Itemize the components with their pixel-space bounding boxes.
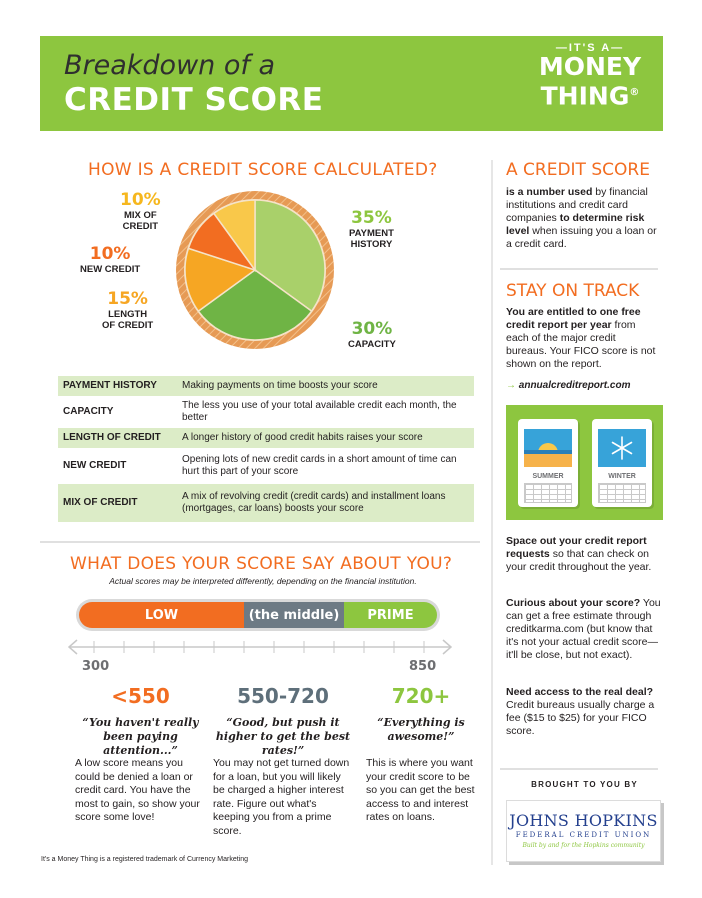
annual-credit-report-link[interactable]: → annualcreditreport.com [506,380,631,391]
logo-line1: MONEY [538,52,642,81]
logo-reg: ® [629,87,640,98]
scale-prime: PRIME [344,602,437,628]
summer-icon [524,429,572,467]
table-row [58,428,474,448]
axis-max: 850 [409,659,437,674]
table-row [58,484,474,522]
band-range: 550-720 [237,684,329,708]
calc-title: HOW IS A CREDIT SCORE CALCULATED? [88,160,438,180]
definition-text: is a number used by financial institutions and credit card companies to determine risk level when issuing you a loan or a credit card. [506,186,657,250]
band-low [73,684,208,758]
band-quote: “Good, but push it higher to get the best rates!” [215,716,351,757]
space-out-text: Space out your credit report requests so that can check on your credit throughout the year. [506,535,652,573]
section-divider [40,541,480,543]
factors-table [58,376,474,522]
sidebar-divider [500,268,658,270]
track-text: You are entitled to one free credit report per year from each of the major credit bureaus. Your FICO score is not shown on the report. [506,306,656,370]
header-title: CREDIT SCORE [64,82,324,118]
band-prime [366,684,476,744]
score-subtitle: Actual scores may be interpreted differently, depending on the financial institution. [109,576,417,586]
factor-name: PAYMENT HISTORY [58,376,178,396]
factor-desc: A mix of revolving credit (credit cards) and installment loans (mortgages, car loans) boosts your score [178,484,474,522]
sidebar-divider [500,768,658,770]
curious-text: Curious about your score? You can get a free estimate through creditkarma.com (but know that it's not your actual credit score—it'll be close, but not exact). [506,597,661,661]
factor-desc: Opening lots of new credit cards in a short amount of time can hurt this part of your score [182,454,457,477]
calendar-winter: WINTER [592,419,652,507]
label-payment-history: 35% PAYMENT HISTORY [349,208,394,250]
calendar-summer: SUMMER [518,419,578,507]
score-scale-bar [76,599,440,631]
factor-desc: Making payments on time boosts your score [178,376,474,396]
scale-low: LOW [79,602,244,628]
snowflake-icon [598,429,646,467]
band-middle-text: You may not get turned down for a loan, but you will likely be charged a higher interest rate. Figure out what's keeping you from a prime score. [213,757,350,837]
logo-top: IT'S A [568,42,612,54]
header-subtitle: Breakdown of a [64,50,276,81]
band-quote: “You haven't really been paying attention...” [82,716,199,757]
band-quote: “Everything is awesome!” [377,716,465,743]
label-new-credit: 10% NEW CREDIT [80,244,141,275]
footnote: It's a Money Thing is a registered trademark of Currency Marketing [41,856,249,863]
band-low-text: A low score means you could be denied a loan or credit card. You have the most to gain, so show your score some love! [75,757,200,823]
factor-name: MIX OF CREDIT [58,484,178,522]
table-row [58,396,474,428]
label-mix-of-credit: 10% MIX OF CREDIT [120,190,161,232]
axis-min: 300 [82,659,110,674]
factor-desc: The less you use of your total available credit each month, the better [182,400,457,423]
definition-title: A CREDIT SCORE [506,160,650,180]
band-range: <550 [111,684,170,708]
factor-name: CAPACITY [63,406,114,417]
track-title: STAY ON TRACK [506,281,640,301]
brought-to-you-by: BROUGHT TO YOU BY [531,780,638,789]
johns-hopkins-logo: JOHNS HOPKINS FEDERAL CREDIT UNION Built by and for the Hopkins community [506,800,661,862]
score-axis [64,636,456,658]
factor-desc: A longer history of good credit habits raises your score [178,428,474,448]
table-row [58,448,474,484]
factor-name: NEW CREDIT [63,460,127,471]
sidebar-rule [491,160,493,865]
band-prime-text: This is where you want your credit score to be so you can get the best access to and interest rates on loans. [366,757,475,823]
scale-middle: (the middle) [244,602,344,628]
logo-line2: THING [540,81,630,111]
table-row [58,376,474,396]
credit-score-pie [175,190,335,350]
header-banner [40,36,663,131]
factor-name: LENGTH OF CREDIT [58,428,178,448]
band-range: 720+ [391,684,451,708]
band-middle [212,684,354,758]
arrow-right-icon: → [506,380,516,391]
money-thing-logo: —IT'S A— MONEY THING® [531,42,649,109]
calendars-illustration [506,405,663,520]
label-capacity: 30% CAPACITY [348,319,396,350]
label-length-of-credit: 15% LENGTH OF CREDIT [102,289,154,331]
access-text: Need access to the real deal? Credit bureaus usually charge a fee ($15 to $25) for your FICO score. [506,686,655,737]
score-title: WHAT DOES YOUR SCORE SAY ABOUT YOU? [70,554,453,574]
